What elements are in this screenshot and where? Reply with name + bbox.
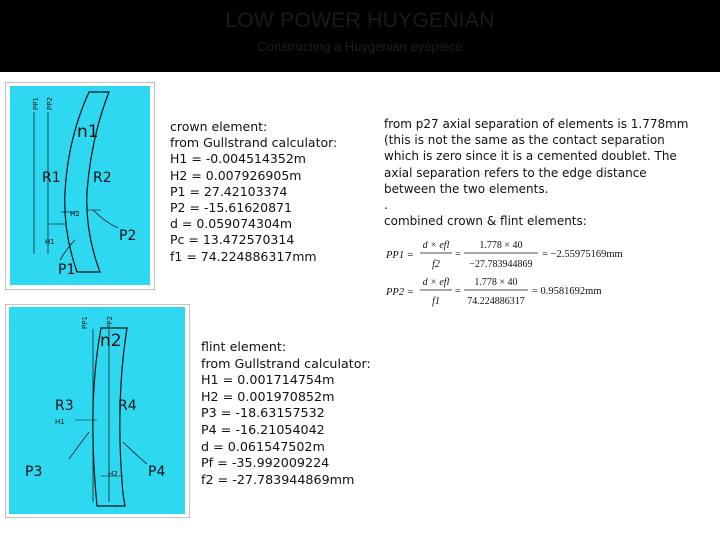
label-h2: H2 (70, 210, 80, 218)
eq1-frac1-den: f2 (432, 259, 440, 270)
eq1-frac2-den: −27.783944869 (469, 259, 533, 270)
combined-elements-notes (384, 116, 689, 229)
label-p3: P3 (25, 464, 43, 480)
eq2-frac2-den: 74.224886317 (467, 296, 525, 307)
notes-line: which is zero since it is a cemented doublet. The (384, 149, 677, 164)
flint-line: Pf = -35.992009224 (201, 455, 330, 471)
notes-line: . (384, 198, 388, 213)
notes-line: (this is not the same as the contact separation (384, 133, 665, 148)
crown-line: Pc = 13.472570314 (170, 232, 295, 248)
flint-element-values (201, 339, 371, 488)
label-r1: R1 (42, 170, 61, 186)
label-h2: H2 (108, 470, 118, 478)
label-pp2: PP2 (106, 316, 114, 329)
label-n2: n2 (100, 331, 122, 351)
label-r2: R2 (93, 170, 112, 186)
label-pp1: PP1 (81, 316, 89, 329)
label-h1: H1 (55, 418, 65, 426)
title-bar (0, 0, 720, 72)
crown-lens-diagram (5, 82, 155, 290)
crown-line: P1 = 27.42103374 (170, 183, 288, 199)
flint-line: P3 = -18.63157532 (201, 405, 325, 421)
flint-line: P4 = -16.21054042 (201, 421, 325, 437)
page-title: LOW POWER HUYGENIAN (225, 9, 495, 32)
label-pp2: PP2 (46, 97, 54, 110)
eq1-result: = −2.55975169mm (542, 249, 623, 260)
flint-lens-diagram (5, 304, 190, 518)
notes-line: axial separation refers to the edge distance (384, 165, 647, 180)
crown-line: H1 = -0.004514352m (170, 151, 306, 167)
label-n1: n1 (77, 122, 99, 142)
page-subtitle: Constructing a Huygenian eyepiece (257, 39, 463, 54)
crown-line: H2 = 0.007926905m (170, 167, 302, 183)
crown-line: P2 = -15.61620871 (170, 200, 292, 216)
eq2-frac1-den: f1 (432, 296, 440, 307)
eq1-frac2-num: 1.778 × 40 (479, 240, 523, 251)
eq1-frac1-num: d × efl (422, 240, 450, 251)
eq2-frac2-num: 1.778 × 40 (474, 277, 518, 288)
label-r3: R3 (55, 398, 74, 414)
eq1-lhs: PP1 = (386, 250, 414, 261)
flint-line: f2 = -27.783944869mm (201, 471, 355, 487)
flint-line: from Gullstrand calculator: (201, 355, 371, 371)
crown-line: from Gullstrand calculator: (170, 135, 338, 151)
label-p1: P1 (58, 262, 76, 278)
crown-element-values (170, 119, 337, 265)
notes-line: between the two elements. (384, 181, 549, 196)
notes-line: from p27 axial separation of elements is 1.778mm (384, 117, 689, 131)
label-r4: R4 (118, 398, 137, 414)
flint-line: H1 = 0.001714754m (201, 372, 335, 388)
crown-line: f1 = 74.224886317mm (170, 248, 317, 264)
eq2-frac1-num: d × efl (422, 277, 450, 288)
flint-line: flint element: (201, 339, 287, 354)
notes-line: combined crown & flint elements: (384, 214, 587, 229)
label-p2: P2 (119, 228, 137, 244)
eq2-lhs: PP2 = (386, 287, 414, 298)
crown-line: d = 0.059074304m (170, 216, 293, 232)
label-p4: P4 (148, 464, 166, 480)
label-pp1: PP1 (32, 97, 40, 110)
flint-line: H2 = 0.001970852m (201, 388, 335, 404)
flint-line: d = 0.061547502m (201, 438, 325, 454)
crown-line: crown element: (170, 119, 268, 134)
eq1-equals: = (455, 249, 461, 260)
eq2-equals: = (455, 286, 461, 297)
equation-pp1 (384, 236, 684, 276)
eq2-result: = 0.9581692mm (532, 286, 602, 297)
label-h1: H1 (45, 238, 55, 246)
equation-pp2 (384, 273, 684, 313)
